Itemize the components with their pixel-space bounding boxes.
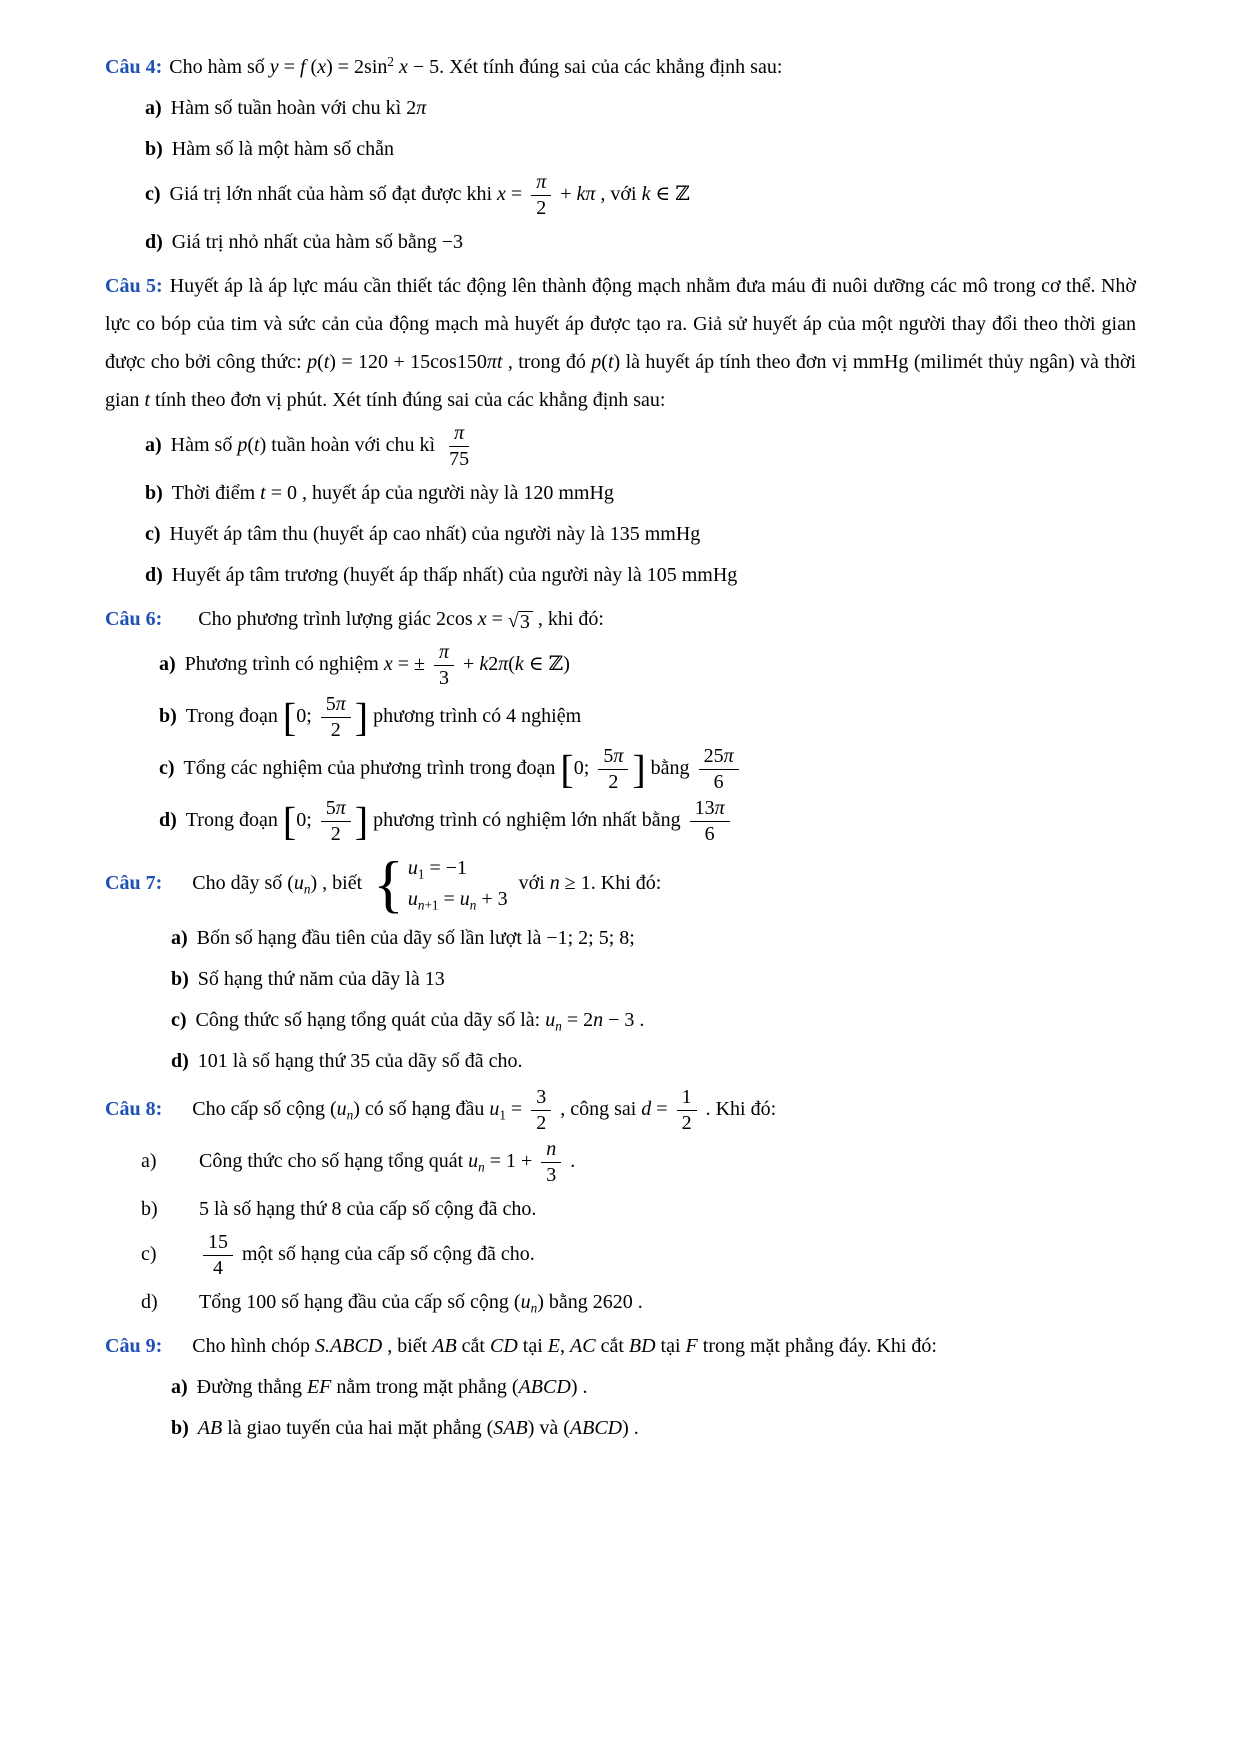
statement-label: a) bbox=[141, 1150, 157, 1173]
fraction-numerator bbox=[541, 1138, 561, 1163]
math-variable: BD bbox=[628, 1335, 656, 1357]
statement-text: Đường thẳng EF nằm trong mặt phẳng (ABCD) . bbox=[196, 1376, 588, 1398]
question-intro-text: Cho hàm số y = f $(x) = 2\sin^2$ x − 5. Xét tính đúng sai của các khẳng định sau: bbox=[169, 53, 783, 78]
math-variable: k bbox=[479, 653, 489, 676]
statement-text: Bốn số hạng đầu tiên của dãy số lần lượt là −1; 2; 5; 8; bbox=[196, 927, 635, 949]
math-variable: n bbox=[469, 897, 477, 913]
fraction-numerator: 13π bbox=[690, 797, 730, 822]
math-variable: π bbox=[439, 641, 450, 663]
math-variable: EF bbox=[306, 1376, 332, 1398]
question-intro-text: Cho phương trình lượng giác 2cos x = √ 3 , khi đó: bbox=[198, 608, 604, 634]
statement-label: d) bbox=[159, 809, 177, 832]
math-variable: t bbox=[144, 389, 150, 411]
question-block bbox=[105, 600, 1136, 846]
question-intro-text: Cho dãy số $(u_n)$ , biết { $u_1 = -1$ $u_{n+1} = u_n + 3$ với n ≥ 1. Khi đó: bbox=[192, 848, 662, 919]
left-interval-bracket: [ bbox=[560, 746, 574, 792]
fraction-denominator: 2 bbox=[536, 1112, 547, 1134]
statement-label: c) bbox=[145, 523, 161, 545]
math-variable: t bbox=[254, 434, 260, 457]
statement-item bbox=[105, 515, 1136, 553]
left-brace: { bbox=[373, 848, 404, 919]
statement-label: d) bbox=[145, 564, 163, 586]
math-variable: t bbox=[323, 351, 330, 373]
statement-item bbox=[105, 474, 1136, 512]
math-variable: AC bbox=[570, 1335, 596, 1357]
statement-label: c) bbox=[141, 1243, 157, 1266]
statement-label: b) bbox=[145, 482, 163, 504]
question-block bbox=[105, 48, 1136, 261]
fraction bbox=[444, 422, 474, 471]
statement-item bbox=[105, 171, 1136, 220]
statement-item bbox=[105, 641, 1136, 690]
statement-item bbox=[105, 1042, 1136, 1080]
right-interval-bracket: ] bbox=[354, 694, 369, 740]
statement-label: d) bbox=[171, 1050, 189, 1072]
math-variable: p bbox=[591, 351, 602, 373]
statement-item bbox=[105, 1231, 1136, 1280]
statement-text: Công thức cho số hạng tổng quát $u_n = 1$ + $\frac{n}{3}$ . bbox=[199, 1138, 576, 1186]
statement-item bbox=[105, 1283, 1136, 1321]
math-variable: k bbox=[514, 653, 524, 676]
fraction bbox=[541, 1138, 561, 1187]
system-of-equations bbox=[373, 848, 508, 919]
statement-text: Phương trình có nghiệm x = ± $\frac{\pi}{3}$ + k2π(k ∈ ℤ) bbox=[184, 641, 570, 689]
question-intro bbox=[105, 1327, 1136, 1365]
math-variable: u bbox=[489, 1098, 500, 1121]
left-interval-bracket: [ bbox=[282, 798, 297, 844]
math-variable: n bbox=[346, 1107, 354, 1123]
statement-text: Hàm số p(t) tuần hoàn với chu kì $\frac{\pi}{75}$ bbox=[171, 422, 1136, 471]
fraction bbox=[203, 1231, 233, 1280]
fraction-numerator: 5π bbox=[321, 797, 351, 822]
math-variable: x bbox=[477, 608, 487, 630]
math-variable: ABCD bbox=[569, 1417, 623, 1439]
statement-item bbox=[105, 960, 1136, 998]
statement-text: 101 là số hạng thứ 35 của dãy số đã cho. bbox=[197, 1050, 523, 1072]
statement-text: Tổng 100 số hạng đầu của cấp số cộng $(u_n)$ bằng 2620 . bbox=[199, 1291, 643, 1316]
subscript: 1 bbox=[417, 866, 425, 882]
fraction bbox=[699, 745, 739, 794]
statement-text: Giá trị lớn nhất của hàm số đạt được khi x = $\frac{\pi}{2}$ + kπ , với k ∈ ℤ bbox=[169, 171, 690, 219]
math-variable: x bbox=[497, 183, 506, 206]
statement-item bbox=[105, 1409, 1136, 1447]
question-intro bbox=[105, 267, 1136, 419]
statement-item bbox=[105, 745, 1136, 794]
math-variable: n bbox=[549, 871, 560, 894]
question-intro-text: Huyết áp là áp lực máu cần thiết tác động lên thành động mạch nhằm đưa máu đi nuôi dưỡng các mô trong cơ thể. Nhờ lực co bóp của tim và sức cản của động mạch mà huyết áp được tạo ra. Giả sử huyết áp của một người thay đổi theo thời gian được cho bởi công thức: p(t) = 120 + 15cos150πt , trong đó p(t) là huyết áp tính theo đơn vị mmHg (milimét thủy ngân) và thời gian t tính theo đơn vị phút. Xét tính đúng sai của các khẳng định sau: bbox=[105, 275, 1136, 411]
fraction-denominator: 6 bbox=[713, 771, 724, 793]
fraction-denominator: 75 bbox=[449, 448, 470, 470]
question-label: Câu 8: bbox=[105, 1098, 163, 1121]
math-variable: CD bbox=[489, 1335, 518, 1357]
right-interval-bracket: ] bbox=[354, 798, 369, 844]
question-intro bbox=[105, 848, 1136, 919]
statement-label: b) bbox=[171, 968, 189, 990]
fraction bbox=[598, 745, 628, 794]
fraction-numerator: 15 bbox=[203, 1231, 233, 1256]
statement-label: a) bbox=[159, 653, 176, 676]
fraction bbox=[321, 797, 351, 846]
math-variable: π bbox=[498, 653, 509, 676]
system-row: $u_1 = -1$ bbox=[407, 857, 468, 882]
fraction bbox=[531, 1086, 551, 1135]
right-interval-bracket: ] bbox=[632, 746, 646, 792]
subscript bbox=[531, 1301, 538, 1316]
statement-text: Huyết áp tâm thu (huyết áp cao nhất) của người này là 135 mmHg bbox=[169, 523, 701, 545]
math-variable: y bbox=[269, 56, 279, 78]
math-variable: F bbox=[685, 1335, 698, 1357]
question-label: Câu 6: bbox=[105, 608, 163, 630]
fraction-denominator: 2 bbox=[330, 823, 341, 845]
statement-item bbox=[105, 223, 1136, 261]
fraction-numerator: 1 bbox=[677, 1086, 697, 1111]
statement-label: a) bbox=[145, 97, 162, 119]
math-variable: π bbox=[723, 745, 734, 767]
statement-text: Huyết áp tâm trương (huyết áp thấp nhất) của người này là 105 mmHg bbox=[171, 564, 738, 586]
statement-label: c) bbox=[145, 183, 161, 206]
fraction-denominator: 2 bbox=[608, 771, 619, 793]
math-variable: S.ABCD bbox=[315, 1335, 383, 1357]
statement-item bbox=[105, 130, 1136, 168]
question-block bbox=[105, 848, 1136, 1080]
math-variable: u bbox=[407, 888, 418, 910]
fraction-numerator bbox=[449, 422, 469, 447]
statement-item bbox=[105, 1138, 1136, 1187]
statement-text: Công thức số hạng tổng quát của dãy số là: $u_n = 2n - 3$ . bbox=[195, 1009, 645, 1034]
fraction-denominator: 6 bbox=[704, 823, 715, 845]
math-variable: n bbox=[478, 1159, 485, 1175]
question-block bbox=[105, 1086, 1136, 1321]
statement-text: Hàm số tuần hoàn với chu kì 2π bbox=[170, 97, 427, 119]
statement-item bbox=[105, 422, 1136, 471]
statement-label: d) bbox=[141, 1291, 158, 1313]
math-variable: n bbox=[593, 1009, 604, 1031]
subscript: n+1 bbox=[417, 897, 439, 913]
subscript bbox=[555, 1019, 562, 1034]
question-intro bbox=[105, 600, 1136, 638]
statement-item bbox=[105, 693, 1136, 742]
fraction-denominator: 4 bbox=[213, 1257, 223, 1279]
math-variable: u bbox=[293, 871, 304, 894]
statement-item bbox=[105, 1190, 1136, 1228]
statement-item bbox=[105, 556, 1136, 594]
statement-text: $\frac{15}{4}$ một số hạng của cấp số cộng đã cho. bbox=[199, 1231, 1136, 1280]
math-variable: x bbox=[398, 56, 408, 78]
left-interval-bracket: [ bbox=[282, 694, 297, 740]
math-variable: t bbox=[607, 351, 614, 373]
question-intro-text: Cho hình chóp S.ABCD , biết AB cắt CD tại E, AC cắt BD tại F trong mặt phẳng đáy. Khi đó: bbox=[192, 1335, 937, 1357]
fraction-numerator: 3 bbox=[531, 1086, 551, 1111]
statement-text: Thời điểm t = 0 , huyết áp của người này là 120 mmHg bbox=[171, 482, 614, 504]
math-variable: k bbox=[641, 183, 651, 206]
math-variable: π bbox=[613, 745, 624, 767]
question-intro-text: Cho cấp số cộng $(u_n)$ có số hạng đầu $u_1$ = $\frac{3}{2}$ , công sai d = $\frac{1}{2}$ . Khi đó: bbox=[192, 1086, 777, 1134]
statement-label: c) bbox=[159, 757, 175, 780]
math-variable: πt bbox=[486, 351, 503, 373]
math-variable: u bbox=[468, 1150, 479, 1173]
statement-text: Giá trị nhỏ nhất của hàm số bằng −3 bbox=[171, 231, 464, 253]
statement-text: Hàm số là một hàm số chẵn bbox=[171, 138, 394, 160]
math-variable: π bbox=[335, 693, 346, 715]
statement-label: a) bbox=[171, 1376, 188, 1398]
math-variable: AB bbox=[197, 1417, 223, 1439]
math-variable: t bbox=[260, 482, 266, 504]
fraction-denominator: 3 bbox=[439, 667, 450, 689]
question-block bbox=[105, 1327, 1136, 1447]
statement-item bbox=[105, 797, 1136, 846]
math-variable: SAB bbox=[493, 1417, 528, 1439]
math-variable: x bbox=[317, 56, 327, 78]
fraction bbox=[321, 693, 351, 742]
math-variable: n bbox=[546, 1138, 557, 1160]
questions-list bbox=[105, 48, 1136, 1447]
question-block bbox=[105, 267, 1136, 594]
fraction-numerator: 5π bbox=[321, 693, 351, 718]
math-variable: π bbox=[335, 797, 346, 819]
math-variable: ABCD bbox=[518, 1376, 571, 1398]
fraction bbox=[434, 641, 454, 690]
statement-item bbox=[105, 1001, 1136, 1039]
subscript bbox=[470, 898, 477, 913]
square-root bbox=[508, 611, 533, 633]
statement-text: Trong đoạn [0; $\frac{5\pi}{2}$ ] phương trình có 4 nghiệm bbox=[185, 693, 582, 741]
fraction-numerator: 5π bbox=[598, 745, 628, 770]
math-variable: AB bbox=[432, 1335, 457, 1357]
math-variable: f bbox=[299, 56, 306, 78]
math-variable: E bbox=[547, 1335, 560, 1357]
statement-label: c) bbox=[171, 1009, 187, 1031]
math-variable: d bbox=[641, 1098, 652, 1121]
subscript bbox=[347, 1108, 354, 1123]
statement-text: Tổng các nghiệm của phương trình trong đoạn [0; $\frac{5\pi}{2}$ ] bằng $\frac{25\pi}{6}$ bbox=[184, 745, 1136, 794]
math-variable: p bbox=[307, 351, 318, 373]
math-variable: x bbox=[383, 653, 393, 676]
statement-label: a) bbox=[145, 434, 162, 457]
statement-label: b) bbox=[159, 705, 177, 728]
math-variable: p bbox=[237, 434, 248, 457]
fraction bbox=[677, 1086, 697, 1135]
statement-item bbox=[105, 919, 1136, 957]
question-label: Câu 4: bbox=[105, 56, 163, 78]
fraction bbox=[690, 797, 730, 846]
math-variable: n bbox=[303, 881, 311, 897]
statement-label: b) bbox=[145, 138, 163, 160]
math-variable: π bbox=[454, 422, 465, 444]
question-label: Câu 9: bbox=[105, 1335, 163, 1357]
math-variable: u bbox=[520, 1291, 531, 1313]
math-variable: n bbox=[417, 897, 425, 913]
statement-label: d) bbox=[145, 231, 163, 253]
superscript: 2 bbox=[387, 53, 394, 69]
fraction-numerator bbox=[434, 641, 454, 666]
question-label: Câu 5: bbox=[105, 275, 163, 297]
math-variable: n bbox=[555, 1018, 562, 1034]
statement-item bbox=[105, 1368, 1136, 1406]
fraction-denominator: 2 bbox=[681, 1112, 692, 1134]
fraction-numerator bbox=[531, 171, 551, 196]
statement-label: a) bbox=[171, 927, 188, 949]
system-rows bbox=[408, 853, 508, 915]
question-intro bbox=[105, 48, 1136, 86]
math-variable: π bbox=[714, 797, 725, 819]
math-variable: π bbox=[416, 97, 427, 119]
math-variable: n bbox=[530, 1300, 538, 1316]
question-label: Câu 7: bbox=[105, 871, 163, 894]
math-variable: π bbox=[536, 171, 547, 193]
system-row: $u_{n+1} = u_n + 3$ bbox=[407, 888, 508, 913]
subscript: 1 bbox=[499, 1107, 506, 1123]
fraction bbox=[531, 171, 551, 220]
math-variable: u bbox=[545, 1009, 556, 1031]
statement-text: Số hạng thứ năm của dãy là 13 bbox=[197, 968, 445, 990]
math-variable: u bbox=[407, 857, 418, 879]
radical-sign: √ bbox=[507, 610, 519, 633]
statement-text: Trong đoạn [0; $\frac{5\pi}{2}$ ] phương trình có nghiệm lớn nhất bằng $\frac{13\pi}{6}$ bbox=[186, 797, 1136, 846]
fraction-denominator: 2 bbox=[536, 197, 547, 219]
math-variable: u bbox=[459, 888, 470, 910]
math-variable: kπ bbox=[576, 183, 596, 206]
radicand: 3 bbox=[519, 611, 533, 633]
statement-label: b) bbox=[171, 1417, 189, 1439]
fraction-denominator: 3 bbox=[546, 1164, 557, 1186]
question-intro bbox=[105, 1086, 1136, 1135]
statement-item bbox=[105, 89, 1136, 127]
fraction-numerator: 25π bbox=[699, 745, 739, 770]
statement-text: AB là giao tuyến của hai mặt phẳng (SAB) và (ABCD) . bbox=[197, 1417, 639, 1439]
fraction-denominator: 2 bbox=[330, 719, 341, 741]
statement-text: 5 là số hạng thứ 8 của cấp số cộng đã cho. bbox=[199, 1198, 537, 1220]
math-variable: u bbox=[336, 1098, 347, 1121]
subscript bbox=[304, 881, 311, 896]
statement-label: b) bbox=[141, 1198, 158, 1220]
subscript bbox=[478, 1160, 485, 1175]
